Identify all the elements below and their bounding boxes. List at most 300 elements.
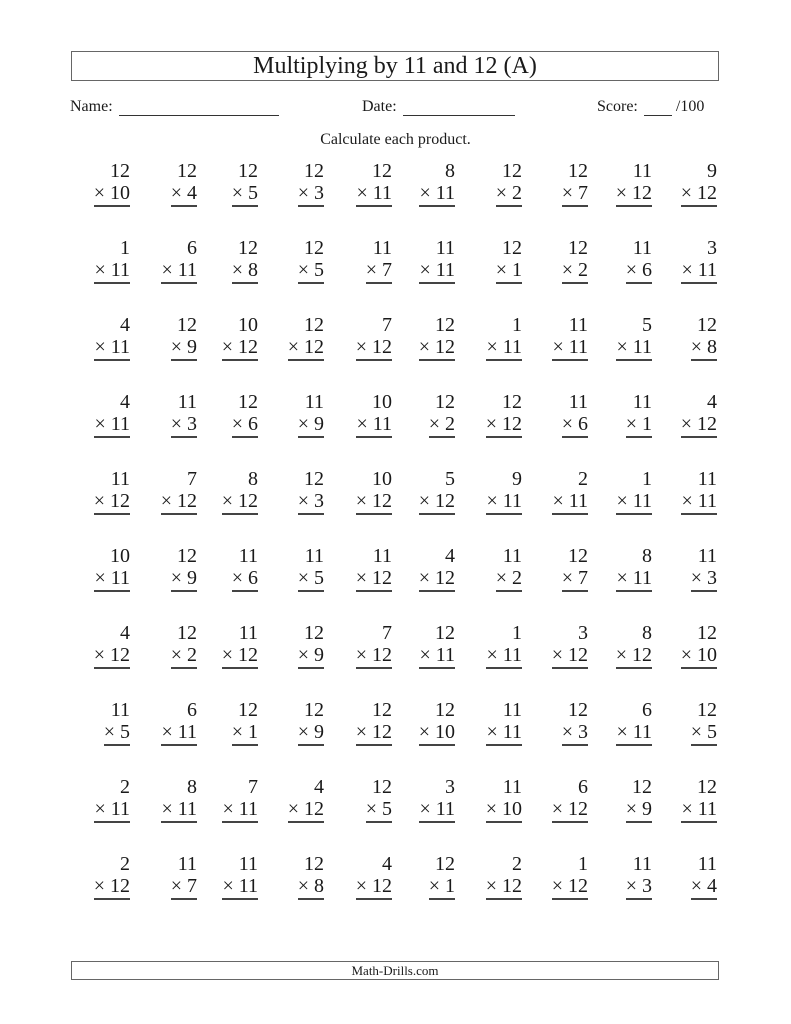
times-icon: ×: [419, 798, 431, 820]
multiplier: 12: [238, 644, 258, 666]
multiplier-line: [94, 413, 130, 438]
times-icon: ×: [170, 567, 182, 589]
problem-row: [70, 237, 722, 314]
times-icon: ×: [625, 259, 637, 281]
multiplicand: 7: [382, 622, 392, 644]
multiplicand: 12: [304, 468, 324, 490]
problem: [657, 468, 717, 515]
times-icon: ×: [297, 182, 309, 204]
problem: [462, 545, 522, 592]
times-icon: ×: [355, 875, 367, 897]
multiplier: 11: [110, 259, 130, 281]
times-icon: ×: [485, 798, 497, 820]
times-icon: ×: [486, 336, 498, 358]
problem: [462, 622, 522, 669]
multiplier-line: [94, 567, 130, 592]
multiplier: 11: [502, 644, 522, 666]
times-icon: ×: [690, 336, 702, 358]
multiplier: 1: [445, 875, 455, 897]
multiplicand: 12: [304, 314, 324, 336]
multiplier: 1: [642, 413, 652, 435]
multiplier-line: [681, 490, 717, 515]
score-field[interactable]: [597, 98, 704, 116]
problem: [395, 545, 455, 592]
problem: [137, 622, 197, 669]
multiplier: 5: [314, 259, 324, 281]
multiplicand: 11: [697, 545, 717, 567]
multiplier: 3: [187, 413, 197, 435]
times-icon: ×: [94, 413, 106, 435]
multiplicand: 11: [372, 545, 392, 567]
multiplier-line: [562, 182, 588, 207]
multiplicand: 11: [304, 545, 324, 567]
multiplicand: 12: [697, 622, 717, 644]
multiplicand: 1: [578, 853, 588, 875]
multiplier-line: [616, 721, 652, 746]
multiplicand: 1: [642, 468, 652, 490]
multiplier: 12: [238, 336, 258, 358]
problem: [395, 622, 455, 669]
multiplier-line: [356, 875, 392, 900]
multiplier-line: [356, 644, 392, 669]
multiplier-line: [691, 875, 717, 900]
multiplicand: 12: [697, 314, 717, 336]
multiplier: 7: [578, 182, 588, 204]
multiplicand: 5: [642, 314, 652, 336]
multiplier-line: [222, 875, 258, 900]
times-icon: ×: [170, 336, 182, 358]
multiplier-line: [298, 875, 324, 900]
multiplicand: 7: [248, 776, 258, 798]
footer-site: Math-Drills.com: [71, 961, 719, 980]
multiplier: 12: [372, 567, 392, 589]
multiplier-line: [429, 413, 455, 438]
multiplicand: 12: [177, 622, 197, 644]
multiplicand: 11: [110, 699, 130, 721]
multiplier-line: [298, 721, 324, 746]
multiplier-line: [171, 644, 197, 669]
times-icon: ×: [93, 490, 105, 512]
multiplier: 12: [697, 413, 717, 435]
times-icon: ×: [552, 490, 564, 512]
problem: [657, 391, 717, 438]
multiplier: 12: [568, 798, 588, 820]
multiplicand: 11: [372, 237, 392, 259]
multiplier: 6: [248, 567, 258, 589]
times-icon: ×: [419, 259, 431, 281]
problem: [198, 545, 258, 592]
multiplicand: 11: [238, 622, 258, 644]
multiplier: 11: [110, 336, 130, 358]
problem: [528, 699, 588, 746]
multiplier: 12: [372, 721, 392, 743]
multiplier-line: [94, 644, 130, 669]
multiplier: 12: [435, 490, 455, 512]
multiplicand: 12: [568, 160, 588, 182]
multiplier: 12: [110, 875, 130, 897]
problem: [592, 314, 652, 361]
multiplicand: 11: [568, 314, 588, 336]
multiplicand: 10: [372, 391, 392, 413]
problem: [462, 160, 522, 207]
multiplier-line: [356, 567, 392, 592]
multiplicand: 8: [248, 468, 258, 490]
multiplier-line: [552, 644, 588, 669]
problem: [198, 853, 258, 900]
times-icon: ×: [690, 875, 702, 897]
problem: [462, 237, 522, 284]
multiplicand: 3: [445, 776, 455, 798]
multiplier-line: [222, 798, 258, 823]
multiplier-line: [419, 490, 455, 515]
multiplier: 9: [314, 644, 324, 666]
problem: [264, 237, 324, 284]
multiplier: 10: [435, 721, 455, 743]
multiplicand: 12: [304, 699, 324, 721]
times-icon: ×: [551, 798, 563, 820]
problem: [332, 622, 392, 669]
date-blank[interactable]: [403, 99, 515, 116]
times-icon: ×: [552, 336, 564, 358]
times-icon: ×: [297, 259, 309, 281]
multiplicand: 12: [177, 160, 197, 182]
problem: [198, 160, 258, 207]
problem-row: [70, 699, 722, 776]
multiplier-line: [298, 567, 324, 592]
multiplicand: 6: [187, 699, 197, 721]
multiplicand: 8: [642, 545, 652, 567]
multiplicand: 12: [502, 160, 522, 182]
multiplier-line: [298, 490, 324, 515]
problem: [462, 776, 522, 823]
multiplicand: 12: [568, 699, 588, 721]
multiplier-line: [298, 644, 324, 669]
multiplier: 10: [110, 182, 130, 204]
multiplier-line: [496, 259, 522, 284]
multiplicand: 11: [697, 468, 717, 490]
multiplier: 12: [304, 336, 324, 358]
multiplier: 11: [697, 259, 717, 281]
problem: [70, 391, 130, 438]
multiplicand: 11: [568, 391, 588, 413]
name-label: Name:: [70, 98, 113, 115]
problem-row: [70, 776, 722, 853]
multiplier: 12: [697, 182, 717, 204]
multiplier: 2: [187, 644, 197, 666]
problem: [395, 468, 455, 515]
times-icon: ×: [170, 644, 182, 666]
problem: [657, 545, 717, 592]
problem: [592, 160, 652, 207]
multiplicand: 1: [512, 622, 522, 644]
multiplier-line: [429, 875, 455, 900]
multiplier: 10: [697, 644, 717, 666]
multiplier-line: [356, 721, 392, 746]
multiplier-line: [681, 644, 717, 669]
multiplicand: 4: [120, 314, 130, 336]
multiplier: 4: [707, 875, 717, 897]
times-icon: ×: [690, 721, 702, 743]
multiplier-line: [616, 644, 652, 669]
times-icon: ×: [616, 567, 628, 589]
multiplicand: 5: [445, 468, 455, 490]
multiplicand: 12: [697, 699, 717, 721]
multiplier: 11: [435, 798, 455, 820]
multiplicand: 12: [697, 776, 717, 798]
multiplier-line: [171, 336, 197, 361]
problem: [592, 237, 652, 284]
multiplicand: 1: [120, 237, 130, 259]
multiplier: 12: [502, 413, 522, 435]
date-field[interactable]: [362, 98, 515, 116]
problem: [264, 776, 324, 823]
times-icon: ×: [418, 490, 430, 512]
times-icon: ×: [561, 259, 573, 281]
multiplier-line: [626, 413, 652, 438]
problem: [657, 776, 717, 823]
multiplier: 3: [578, 721, 588, 743]
times-icon: ×: [486, 644, 498, 666]
multiplier: 2: [512, 567, 522, 589]
multiplicand: 12: [304, 160, 324, 182]
problem: [592, 391, 652, 438]
multiplicand: 8: [445, 160, 455, 182]
problem-row: [70, 314, 722, 391]
multiplier-line: [232, 567, 258, 592]
multiplier: 5: [707, 721, 717, 743]
multiplier: 11: [110, 567, 130, 589]
problem: [528, 314, 588, 361]
multiplier: 9: [314, 721, 324, 743]
multiplier-line: [94, 182, 130, 207]
multiplier-line: [681, 259, 717, 284]
multiplicand: 11: [502, 776, 522, 798]
name-blank[interactable]: [119, 99, 279, 116]
times-icon: ×: [355, 721, 367, 743]
multiplier: 2: [512, 182, 522, 204]
times-icon: ×: [681, 798, 693, 820]
multiplicand: 11: [632, 237, 652, 259]
multiplier-line: [94, 490, 130, 515]
problem: [198, 776, 258, 823]
multiplicand: 1: [512, 314, 522, 336]
multiplier-line: [232, 259, 258, 284]
problem: [332, 314, 392, 361]
multiplier-line: [94, 259, 130, 284]
multiplicand: 2: [512, 853, 522, 875]
multiplicand: 4: [707, 391, 717, 413]
times-icon: ×: [93, 875, 105, 897]
multiplicand: 11: [435, 237, 455, 259]
multiplier-line: [232, 413, 258, 438]
problem: [137, 699, 197, 746]
times-icon: ×: [495, 182, 507, 204]
multiplier: 11: [435, 259, 455, 281]
times-icon: ×: [616, 721, 628, 743]
multiplier: 11: [568, 336, 588, 358]
multiplier-line: [486, 721, 522, 746]
times-icon: ×: [419, 644, 431, 666]
multiplicand: 12: [502, 237, 522, 259]
multiplicand: 12: [304, 853, 324, 875]
multiplier: 11: [502, 721, 522, 743]
multiplier-line: [486, 798, 522, 823]
problem: [462, 699, 522, 746]
problem: [137, 237, 197, 284]
multiplier-line: [232, 721, 258, 746]
problem: [198, 622, 258, 669]
multiplier: 11: [697, 798, 717, 820]
times-icon: ×: [355, 644, 367, 666]
multiplier-line: [681, 413, 717, 438]
problem: [264, 391, 324, 438]
multiplicand: 11: [632, 160, 652, 182]
problem: [657, 160, 717, 207]
problem-row: [70, 545, 722, 622]
multiplier: 12: [304, 798, 324, 820]
multiplicand: 11: [177, 391, 197, 413]
multiplier: 12: [372, 875, 392, 897]
multiplicand: 3: [578, 622, 588, 644]
multiplier-line: [616, 182, 652, 207]
times-icon: ×: [297, 490, 309, 512]
worksheet-title: Multiplying by 11 and 12 (A): [71, 51, 719, 81]
problem: [264, 468, 324, 515]
problem: [395, 237, 455, 284]
multiplier-line: [161, 259, 197, 284]
multiplier-line: [486, 875, 522, 900]
times-icon: ×: [561, 567, 573, 589]
multiplier: 12: [502, 875, 522, 897]
multiplier-line: [562, 413, 588, 438]
times-icon: ×: [561, 721, 573, 743]
problem: [264, 853, 324, 900]
multiplicand: 12: [304, 622, 324, 644]
times-icon: ×: [616, 336, 628, 358]
multiplicand: 12: [238, 699, 258, 721]
problem: [332, 237, 392, 284]
multiplicand: 4: [382, 853, 392, 875]
problem: [462, 853, 522, 900]
multiplier-line: [486, 413, 522, 438]
times-icon: ×: [615, 182, 627, 204]
problem: [198, 699, 258, 746]
multiplier-line: [681, 182, 717, 207]
problem-row: [70, 391, 722, 468]
multiplicand: 6: [578, 776, 588, 798]
multiplier: 11: [632, 336, 652, 358]
multiplier: 12: [372, 490, 392, 512]
problem: [528, 622, 588, 669]
times-icon: ×: [418, 721, 430, 743]
times-icon: ×: [297, 721, 309, 743]
multiplier-line: [562, 567, 588, 592]
problem: [70, 468, 130, 515]
multiplier-line: [486, 490, 522, 515]
multiplier: 9: [314, 413, 324, 435]
multiplicand: 12: [372, 699, 392, 721]
multiplier-line: [626, 798, 652, 823]
multiplier: 5: [314, 567, 324, 589]
multiplier: 12: [568, 875, 588, 897]
multiplicand: 11: [697, 853, 717, 875]
multiplier: 12: [110, 644, 130, 666]
multiplicand: 10: [238, 314, 258, 336]
multiplicand: 12: [435, 314, 455, 336]
multiplier: 1: [512, 259, 522, 281]
score-blank[interactable]: [644, 99, 672, 116]
times-icon: ×: [625, 798, 637, 820]
multiplier: 5: [248, 182, 258, 204]
multiplier-line: [691, 567, 717, 592]
problem: [137, 468, 197, 515]
multiplier: 11: [568, 490, 588, 512]
problem: [198, 314, 258, 361]
name-field[interactable]: [70, 98, 279, 116]
problem: [395, 160, 455, 207]
times-icon: ×: [365, 259, 377, 281]
multiplier: 3: [642, 875, 652, 897]
problem: [264, 699, 324, 746]
multiplier: 11: [177, 721, 197, 743]
multiplier-line: [366, 259, 392, 284]
multiplicand: 8: [187, 776, 197, 798]
times-icon: ×: [103, 721, 115, 743]
multiplicand: 11: [238, 545, 258, 567]
multiplicand: 12: [110, 160, 130, 182]
times-icon: ×: [486, 721, 498, 743]
multiplicand: 11: [177, 853, 197, 875]
multiplier: 3: [707, 567, 717, 589]
multiplicand: 7: [382, 314, 392, 336]
multiplier: 11: [502, 336, 522, 358]
multiplier: 6: [578, 413, 588, 435]
multiplier: 7: [187, 875, 197, 897]
multiplier: 12: [372, 336, 392, 358]
multiplier-line: [222, 336, 258, 361]
times-icon: ×: [231, 259, 243, 281]
problem: [264, 314, 324, 361]
problem: [137, 853, 197, 900]
times-icon: ×: [297, 644, 309, 666]
problem: [528, 853, 588, 900]
times-icon: ×: [287, 798, 299, 820]
problem-row: [70, 853, 722, 930]
problem: [657, 699, 717, 746]
times-icon: ×: [681, 259, 693, 281]
multiplicand: 11: [238, 853, 258, 875]
multiplier-line: [171, 182, 197, 207]
times-icon: ×: [170, 182, 182, 204]
multiplier-line: [419, 182, 455, 207]
problem: [137, 545, 197, 592]
times-icon: ×: [681, 490, 693, 512]
times-icon: ×: [680, 644, 692, 666]
problem: [528, 776, 588, 823]
multiplicand: 12: [568, 545, 588, 567]
multiplier: 11: [110, 413, 130, 435]
multiplier: 5: [382, 798, 392, 820]
problem-row: [70, 160, 722, 237]
times-icon: ×: [231, 721, 243, 743]
times-icon: ×: [616, 490, 628, 512]
multiplier: 7: [382, 259, 392, 281]
info-row: [70, 98, 722, 122]
multiplier-line: [161, 721, 197, 746]
multiplicand: 12: [238, 160, 258, 182]
multiplier: 10: [502, 798, 522, 820]
multiplier-line: [222, 490, 258, 515]
